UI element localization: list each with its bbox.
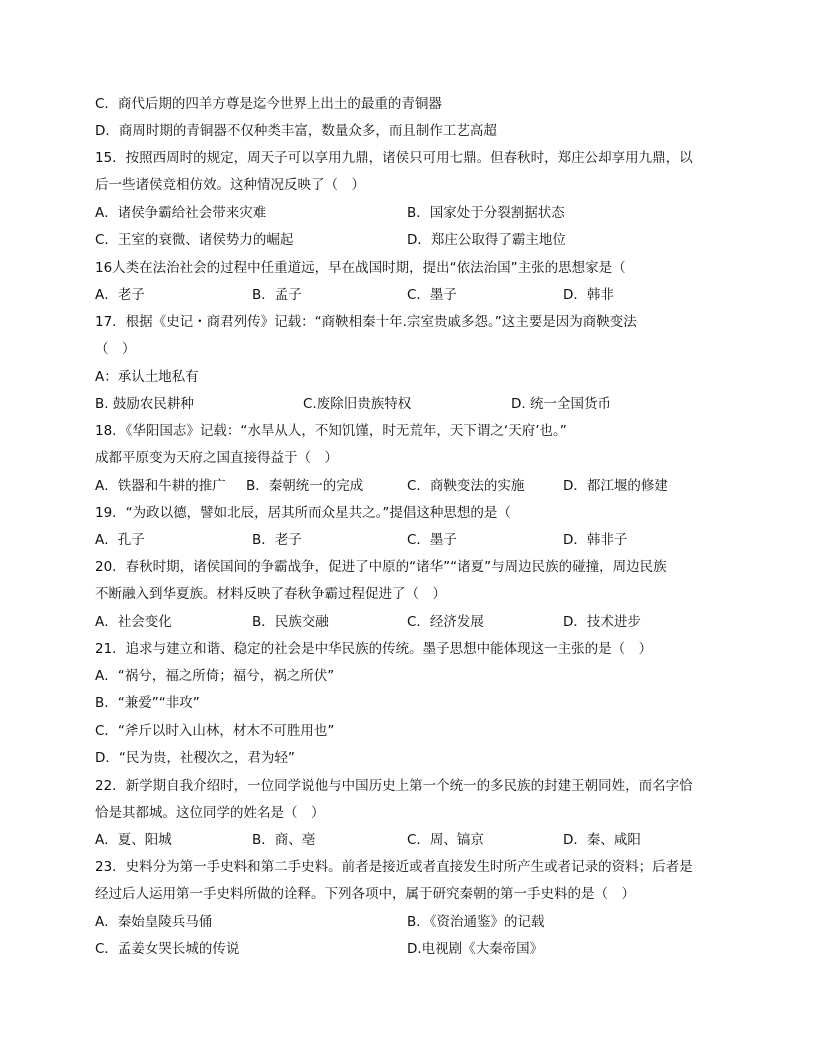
q23-option-d: D.电视剧《大秦帝国》 [407,941,544,957]
q17-option-b: B. 鼓励农民耕种 [95,396,194,412]
q21-stem: 21．追求与建立和谐、稳定的社会是中华民族的传统。墨子思想中能体现这一主张的是（ ） [95,641,653,657]
q16-option-a: A．老子 [95,287,145,303]
q22-stem-line2: 恰是其都城。这位同学的姓名是（ ） [95,805,325,821]
q20-option-d: D．技术进步 [563,614,641,630]
q19-option-c: C．墨子 [407,532,457,548]
q19-option-d: D．韩非子 [563,532,628,548]
q19-stem: 19．“为政以德，譬如北辰，居其所而众星共之。”提倡这种思想的是（ [95,505,511,521]
q19-option-a: A．孔子 [95,532,145,548]
q22-option-c: C．周、镐京 [407,832,484,848]
q23-option-a: A．秦始皇陵兵马俑 [95,914,213,930]
q17-stem-line2: （ ） [95,341,136,357]
q23-option-b: B．《资治通鉴》的记载 [407,914,545,930]
q21-option-b: B．“兼爱”“非攻” [95,695,200,711]
q17-option-d: D. 统一全国货币 [511,396,611,412]
q22-option-b: B．商、亳 [252,832,316,848]
q15-option-c: C．王室的衰微、诸侯势力的崛起 [95,232,294,248]
q16-option-c: C．墨子 [407,287,457,303]
q23-stem-line1: 23．史料分为第一手史料和第二手史料。前者是接近或者直接发生时所产生或者记录的资料；后者是 [95,859,693,875]
q16-option-b: B．孟子 [252,287,302,303]
q23-stem-line2: 经过后人运用第一手史料所做的诠释。下列各项中，属于研究秦朝的第一手史料的是（ ） [95,886,635,902]
q20-stem-line2: 不断融入到华夏族。材料反映了春秋争霸过程促进了（ ） [95,586,446,602]
q16-stem: 16人类在法治社会的过程中任重道远，早在战国时期，提出“依法治国”主张的思想家是（ [95,260,626,276]
q18-option-d: D．都江堰的修建 [563,478,668,494]
q17-option-a: A：承认土地私有 [95,369,199,385]
q20-option-b: B．民族交融 [252,614,329,630]
q20-stem-line1: 20．春秋时期，诸侯国间的争霸战争，促进了中原的“诸华”“诸夏”与周边民族的碰撞，周边民族 [95,559,667,575]
q18-option-c: C．商鞅变法的实施 [407,478,525,494]
q20-option-c: C．经济发展 [407,614,484,630]
q15-stem-line2: 后一些诸侯竞相仿效。这种情况反映了（ ） [95,177,365,193]
q15-option-d: D．郑庄公取得了霸主地位 [407,232,566,248]
q20-option-a: A．社会变化 [95,614,172,630]
q22-option-a: A．夏、阳城 [95,832,172,848]
q18-option-a: A．铁器和牛耕的推广 [95,478,226,494]
q16-option-d: D．韩非 [563,287,614,303]
q15-option-a: A．诸侯争霸给社会带来灾难 [95,205,267,221]
q18-option-b: B．秦朝统一的完成 [246,478,364,494]
q18-stem-line1: 18．《华阳国志》记载：“水旱从人，不知饥馑，时无荒年，天下谓之‘天府’也。” [95,423,567,439]
q17-option-c: C.废除旧贵族特权 [303,396,412,412]
q15-option-b: B．国家处于分裂割据状态 [407,205,565,221]
q22-option-d: D．秦、咸阳 [563,832,641,848]
q19-option-b: B．老子 [252,532,302,548]
q18-stem-line2: 成都平原变为天府之国直接得益于（ ） [95,450,338,466]
q21-option-a: A．“祸兮，福之所倚；福兮，祸之所伏” [95,668,335,684]
q21-option-c: C．“斧斤以时入山林，材木不可胜用也” [95,723,335,739]
q15-stem-line1: 15．按照西周时的规定，周天子可以享用九鼎，诸侯只可用七鼎。但春秋时，郑庄公却享用九鼎，以 [95,150,693,166]
q22-stem-line1: 22．新学期自我介绍时，一位同学说他与中国历史上第一个统一的多民族的封建王朝同姓，而名字恰 [95,778,693,794]
q14-option-d: D．商周时期的青铜器不仅种类丰富，数量众多，而且制作工艺高超 [95,123,497,139]
q14-option-c: C．商代后期的四羊方尊是迄今世界上出土的最重的青铜器 [95,96,442,112]
q23-option-c: C．孟姜女哭长城的传说 [95,941,240,957]
q17-stem-line1: 17．根据《史记・商君列传》记载：“商鞅相秦十年.宗室贵戚多怨。”这主要是因为商鞅变法 [95,314,637,330]
q21-option-d: D．“民为贵，社稷次之，君为轻” [95,750,295,766]
